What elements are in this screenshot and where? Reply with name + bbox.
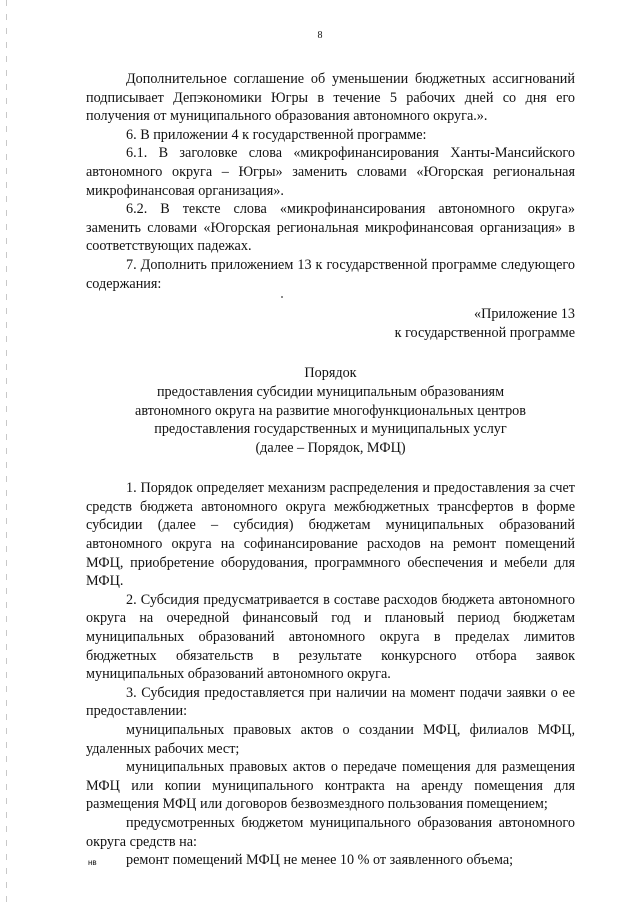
title-line: предоставления субсидии муниципальным образованиям — [156, 383, 505, 400]
title-line: (далее – Порядок, МФЦ) — [255, 439, 406, 456]
title-line: автономного округа на развитие многофункциональных центров — [135, 402, 526, 419]
document-body — [86, 70, 575, 870]
paragraph: предусмотренных бюджетом муниципального образования автономного округа средств на: — [86, 814, 575, 850]
appendix-ref-line2: к государственной программе — [394, 324, 575, 341]
paragraph: 1. Порядок определяет механизм распределения и предоставления за счет средств бюджета автономного округа межбюджетных трансфертов в форме субсидии (далее – субсидия) бюджетам муниципальных образований автономного округа на софинансирование расходов на ремонт помещений МФЦ, приобретение оборудования, программного обеспечения и мебели для МФЦ. — [86, 480, 575, 590]
paragraph: муниципальных правовых актов о передаче помещения для размещения МФЦ или копии муниципального контракта на аренду помещения для размещения МФЦ или договоров безвозмездного пользования помещением; — [86, 759, 575, 813]
paragraph: 2. Субсидия предусматривается в составе расходов бюджета автономного округа на очередной финансовый год и плановый период бюджетам муниципальных образований автономного округа в пределах лимитов бюджетных обязательств в результате конкурсного отбора заявок муниципальных образований автономного округа. — [86, 591, 575, 683]
title-line: предоставления государственных и муниципальных услуг — [154, 421, 507, 438]
title-line: Порядок — [304, 365, 357, 382]
footer-mark: нв — [88, 858, 97, 867]
page-number: 8 — [317, 30, 323, 41]
paragraph: 6.1. В заголовке слова «микрофинансирования Ханты-Мансийского автономного округа – Югры» заменить словами «Югорская региональная микрофинансовая организация». — [86, 145, 575, 199]
paragraph: 7. Дополнить приложением 13 к государственной программе следующего содержания: — [86, 256, 575, 292]
appendix-ref-line1: «Приложение 13 — [474, 306, 575, 323]
paragraph: 6. В приложении 4 к государственной программе: — [126, 126, 427, 143]
document-title — [86, 364, 575, 457]
scan-edge — [6, 0, 7, 905]
paragraph: 6.2. В тексте слова «микрофинансирования автономного округа» заменить словами «Югорская региональная микрофинансовая организация» в соответствующих падежах. — [86, 201, 575, 255]
paragraph: Дополнительное соглашение об уменьшении бюджетных ассигнований подписывает Депэкономики Югры в течение 5 рабочих дней со дня его получения от муниципального образования автономного округа.». — [86, 71, 575, 125]
paragraph: 3. Субсидия предоставляется при наличии на момент подачи заявки о ее предоставлении: — [86, 684, 575, 720]
paragraph: муниципальных правовых актов о создании МФЦ, филиалов МФЦ, удаленных рабочих мест; — [86, 722, 575, 757]
paragraph: ремонт помещений МФЦ не менее 10 % от заявленного объема; — [126, 852, 514, 869]
